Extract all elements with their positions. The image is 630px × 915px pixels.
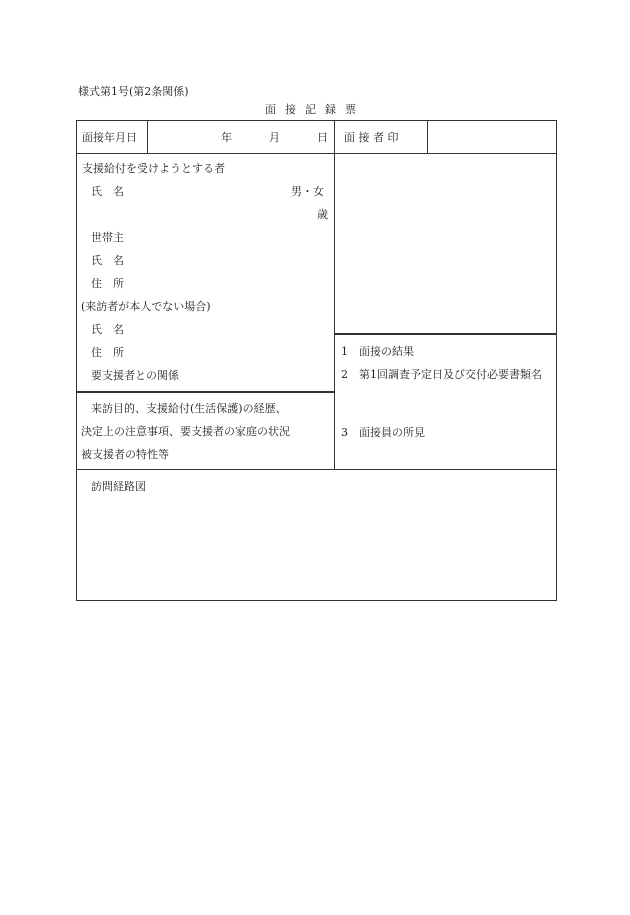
interview-date-label: 面接年月日 <box>82 131 137 144</box>
purpose-line-2: 決定上の注意事項、要支援者の家庭の状況 <box>81 425 290 438</box>
page-title: 面接記録票 <box>265 103 365 116</box>
interview-record-form <box>76 120 557 601</box>
purpose-line-3: 被支援者の特性等 <box>81 448 169 461</box>
householder-name-label: 氏 名 <box>91 254 124 267</box>
result-item-2: 2 第1回調査予定日及び交付必要書類名 <box>341 368 542 381</box>
visitor-address-label: 住 所 <box>91 346 124 359</box>
route-map-area[interactable] <box>77 470 556 600</box>
age-label: 歳 <box>317 208 328 221</box>
householder-address-label: 住 所 <box>91 277 124 290</box>
route-map-label: 訪問経路図 <box>91 480 146 493</box>
year-label: 年 <box>221 131 232 144</box>
applicant-heading: 支援給付を受けようとする者 <box>82 162 225 175</box>
applicant-name-label: 氏 名 <box>91 185 124 198</box>
right-section-divider <box>334 333 556 335</box>
center-column-divider <box>334 121 335 469</box>
interviewer-seal-field[interactable] <box>428 121 556 153</box>
gender-selector[interactable]: 男・女 <box>291 185 324 198</box>
householder-label: 世帯主 <box>91 231 124 244</box>
left-section-divider <box>77 391 334 393</box>
form-number-label: 様式第1号(第2条関係) <box>78 85 189 98</box>
day-label: 日 <box>317 131 328 144</box>
visitor-name-label: 氏 名 <box>91 323 124 336</box>
result-item-3: 3 面接員の所見 <box>341 426 425 439</box>
purpose-line-1: 来訪目的、支援給付(生活保護)の経歴、 <box>91 402 287 415</box>
month-label: 月 <box>269 131 280 144</box>
relation-label: 要支援者との関係 <box>91 369 179 382</box>
visitor-heading: (来訪者が本人でない場合) <box>81 300 211 313</box>
result-item-1: 1 面接の結果 <box>341 345 414 358</box>
header-row-divider <box>77 153 556 154</box>
interviewer-seal-label: 面 接 者 印 <box>344 131 399 144</box>
header-cell-divider-1 <box>147 121 148 153</box>
